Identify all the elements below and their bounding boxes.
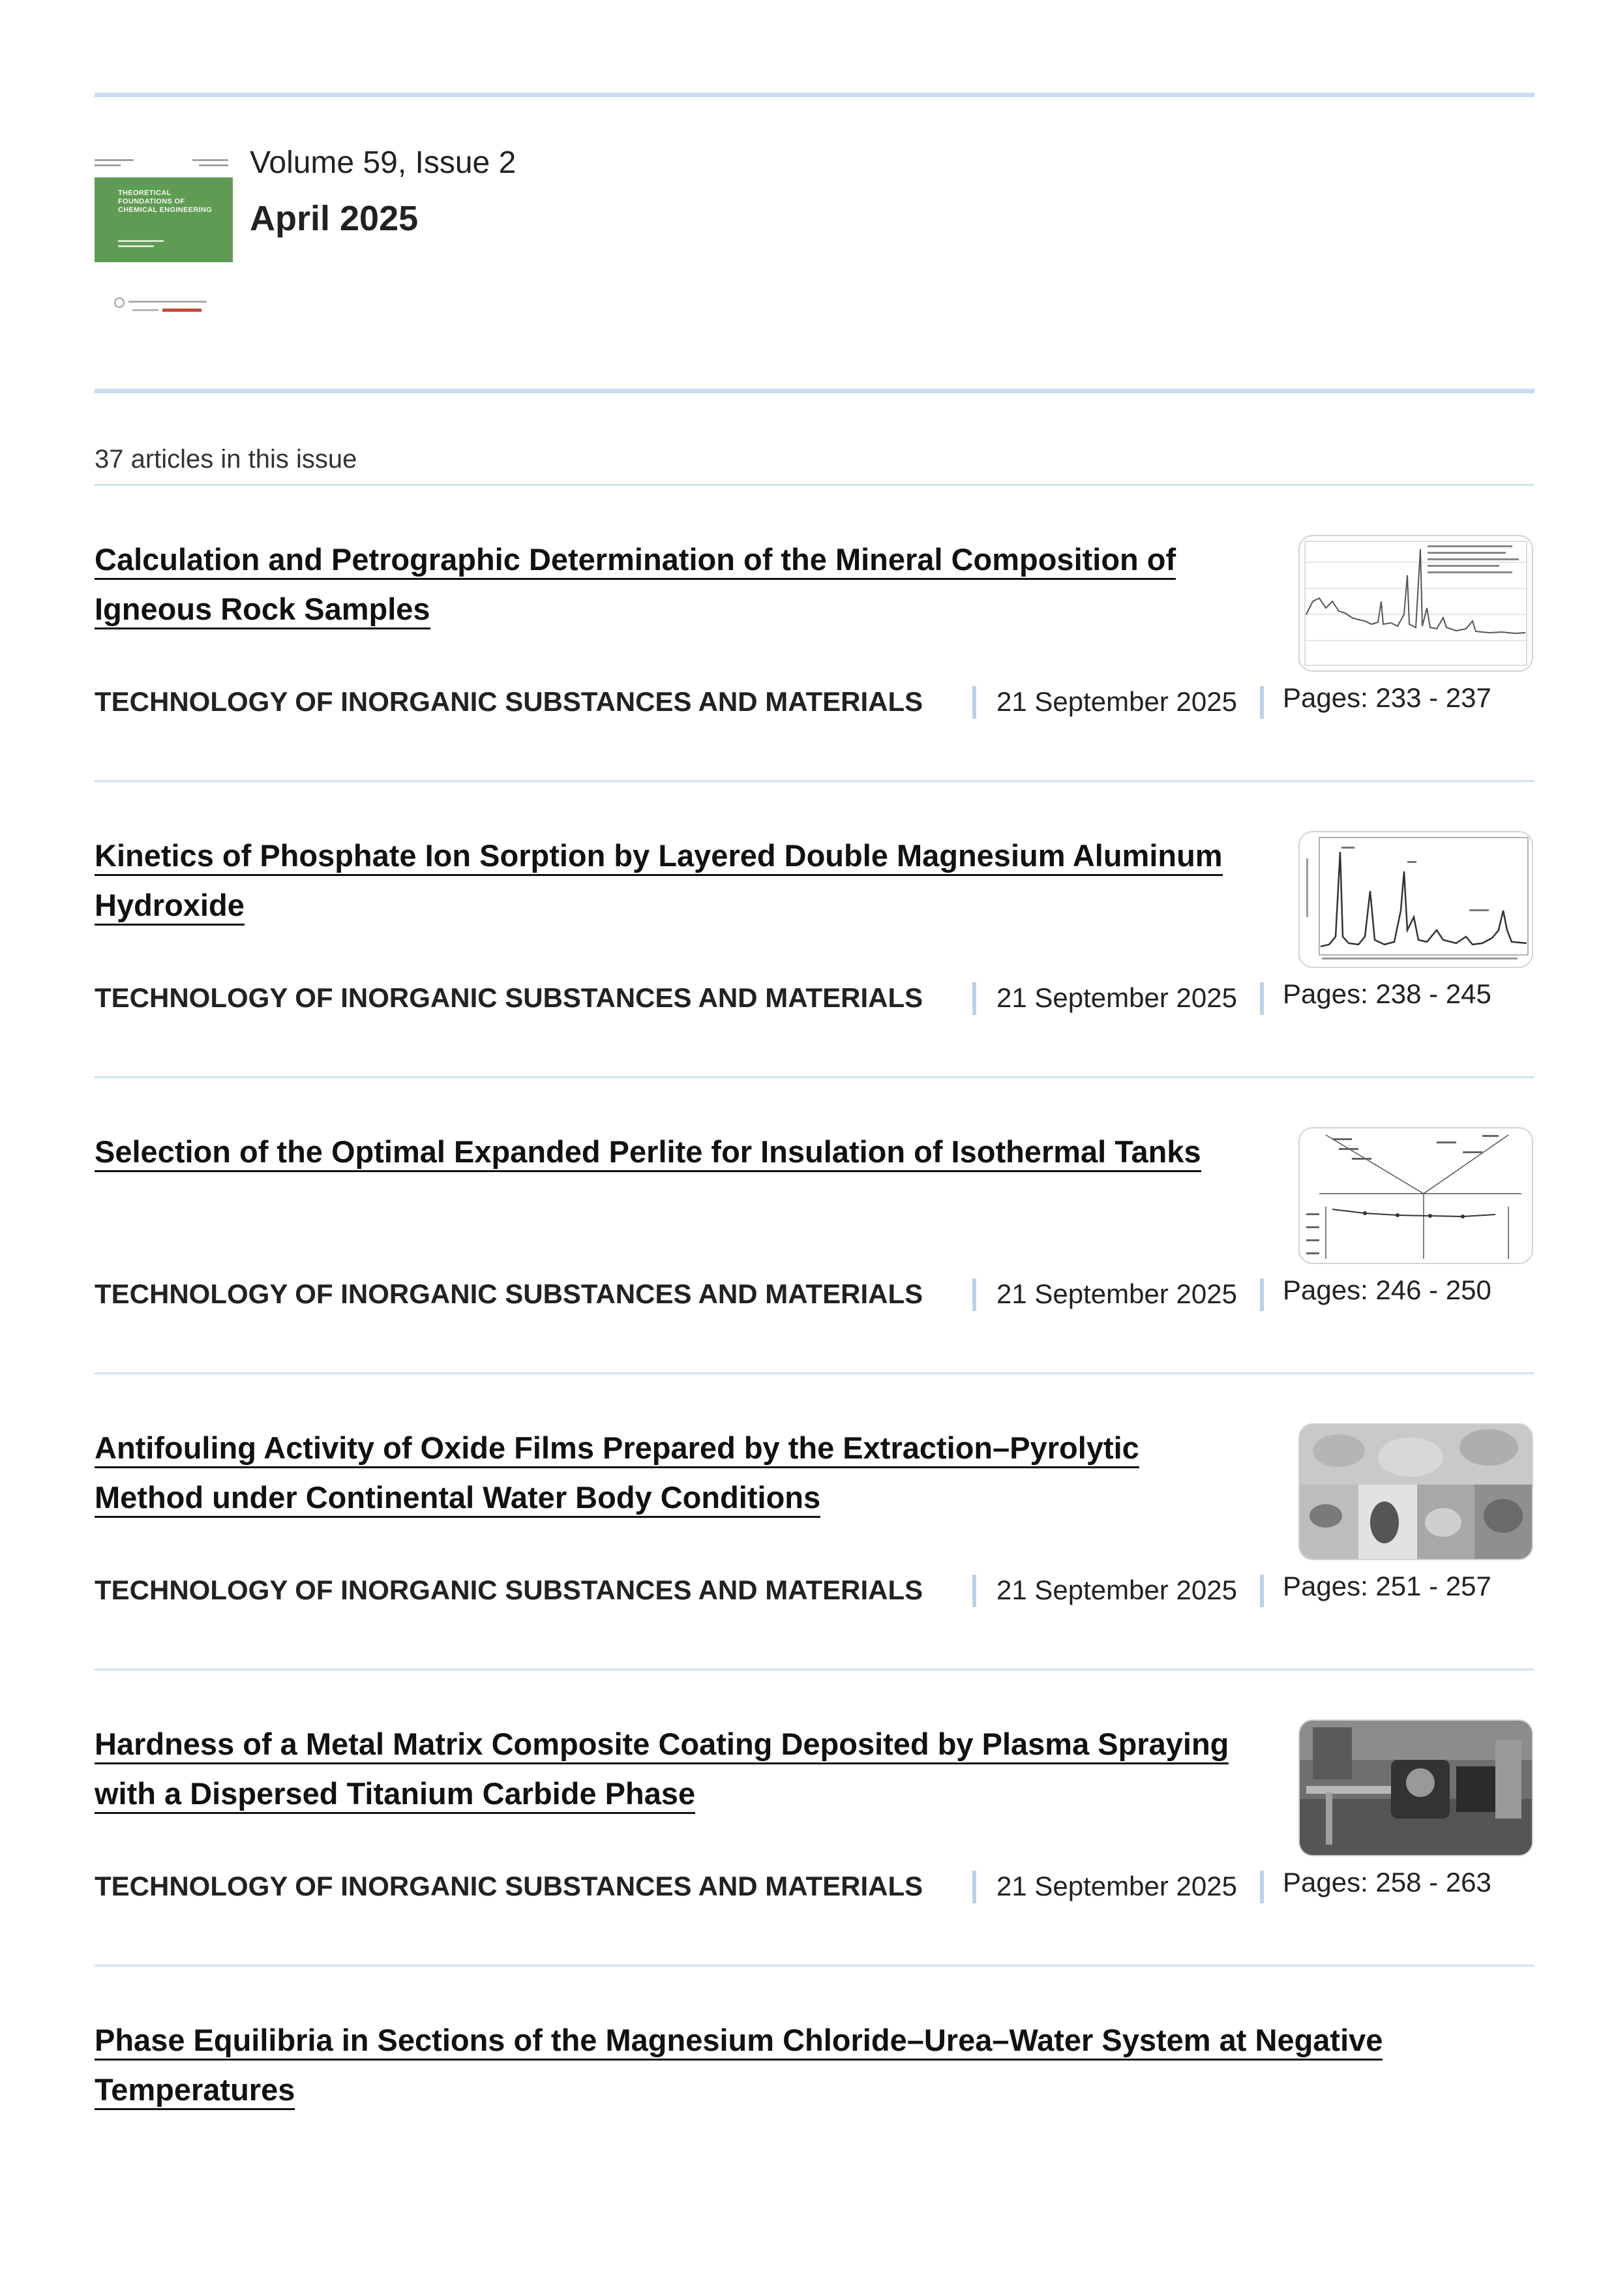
article-subject: TECHNOLOGY OF INORGANIC SUBSTANCES AND MATERIALS — [95, 1871, 923, 1901]
journal-cover-image[interactable] — [95, 157, 233, 325]
meta-separator — [972, 686, 976, 719]
article-item — [95, 1423, 1534, 1704]
article-title-link[interactable]: Selection of the Optimal Expanded Perlite for Insulation of Isothermal Tanks — [95, 1134, 1201, 1172]
article-title-heading — [95, 1127, 1255, 1177]
article-divider — [95, 1965, 1534, 1967]
article-item — [95, 2016, 1534, 2296]
meta-separator — [972, 982, 976, 1015]
xrd-chart-thumbnail — [1300, 536, 1532, 671]
article-thumbnail[interactable] — [1298, 1127, 1533, 1264]
article-thumbnail[interactable] — [1298, 1719, 1533, 1856]
count-divider — [95, 484, 1534, 486]
article-date: 21 September 2025 — [996, 1575, 1237, 1605]
top-divider — [95, 93, 1534, 97]
article-meta — [95, 978, 1534, 1021]
article-subject: TECHNOLOGY OF INORGANIC SUBSTANCES AND MATERIALS — [95, 982, 923, 1013]
issue-volume: Volume 59, Issue 2 — [250, 145, 516, 180]
article-title-link[interactable]: Calculation and Petrographic Determination of the Mineral Composition of Igneous Rock Samples — [95, 542, 1176, 629]
article-title-heading — [95, 1719, 1255, 1819]
article-pages: Pages: 233 - 237 — [1283, 682, 1491, 713]
article-title-heading — [95, 535, 1255, 634]
article-title-link[interactable]: Antifouling Activity of Oxide Films Prepared by the Extraction–Pyrolytic Method under Continental Water Body Conditions — [95, 1430, 1139, 1518]
article-pages: Pages: 251 - 257 — [1283, 1571, 1491, 1601]
article-item — [95, 1719, 1534, 2000]
article-divider — [95, 780, 1534, 782]
issue-date: April 2025 — [250, 199, 419, 238]
article-meta — [95, 1867, 1534, 1910]
meta-separator — [1260, 686, 1264, 719]
article-subject: TECHNOLOGY OF INORGANIC SUBSTANCES AND MATERIALS — [95, 1278, 923, 1309]
meta-separator — [1260, 982, 1264, 1015]
article-title-heading — [95, 1423, 1255, 1522]
micrograph-thumbnail — [1300, 1425, 1532, 1559]
article-date: 21 September 2025 — [996, 686, 1237, 717]
cover-panel — [95, 177, 233, 262]
header-divider — [95, 389, 1534, 393]
publisher-logo — [114, 296, 212, 316]
article-meta — [95, 1571, 1534, 1614]
meta-separator — [972, 1278, 976, 1311]
article-date: 21 September 2025 — [996, 1871, 1237, 1901]
article-pages: Pages: 246 - 250 — [1283, 1275, 1491, 1305]
article-item — [95, 1127, 1534, 1408]
article-title-link[interactable]: Phase Equilibria in Sections of the Magnesium Chloride–Urea–Water System at Negative Temperatures — [95, 2023, 1383, 2110]
article-subject: TECHNOLOGY OF INORGANIC SUBSTANCES AND MATERIALS — [95, 1575, 923, 1605]
cover-title: THEORETICAL FOUNDATIONS OF CHEMICAL ENGINEERING — [118, 189, 212, 214]
article-meta — [95, 1275, 1534, 1318]
issue-page — [95, 0, 1534, 2288]
article-subject: TECHNOLOGY OF INORGANIC SUBSTANCES AND MATERIALS — [95, 686, 923, 717]
article-divider — [95, 1076, 1534, 1078]
article-pages: Pages: 238 - 245 — [1283, 978, 1491, 1009]
meta-separator — [972, 1575, 976, 1607]
article-thumbnail[interactable] — [1298, 535, 1533, 672]
article-thumbnail[interactable] — [1298, 831, 1533, 968]
article-title-link[interactable]: Hardness of a Metal Matrix Composite Coating Deposited by Plasma Spraying with a Dispersed Titanium Carbide Phase — [95, 1727, 1229, 1814]
article-title-link[interactable]: Kinetics of Phosphate Ion Sorption by Layered Double Magnesium Aluminum Hydroxide — [95, 838, 1223, 926]
equipment-photo-thumbnail — [1300, 1721, 1532, 1855]
article-title-heading — [95, 831, 1255, 930]
article-count: 37 articles in this issue — [95, 445, 357, 474]
article-divider — [95, 1669, 1534, 1670]
article-date: 21 September 2025 — [996, 1278, 1237, 1309]
meta-separator — [1260, 1871, 1264, 1903]
article-thumbnail[interactable] — [1298, 1423, 1533, 1560]
nomogram-thumbnail — [1300, 1128, 1532, 1263]
article-date: 21 September 2025 — [996, 982, 1237, 1013]
article-divider — [95, 1372, 1534, 1374]
article-meta — [95, 682, 1534, 725]
article-item — [95, 535, 1534, 815]
article-pages: Pages: 258 - 263 — [1283, 1867, 1491, 1897]
cover-header — [95, 157, 233, 174]
xrd-pattern-thumbnail — [1300, 832, 1532, 967]
meta-separator — [1260, 1575, 1264, 1607]
article-item — [95, 831, 1534, 1111]
meta-separator — [972, 1871, 976, 1903]
article-title-heading — [95, 2016, 1529, 2115]
meta-separator — [1260, 1278, 1264, 1311]
